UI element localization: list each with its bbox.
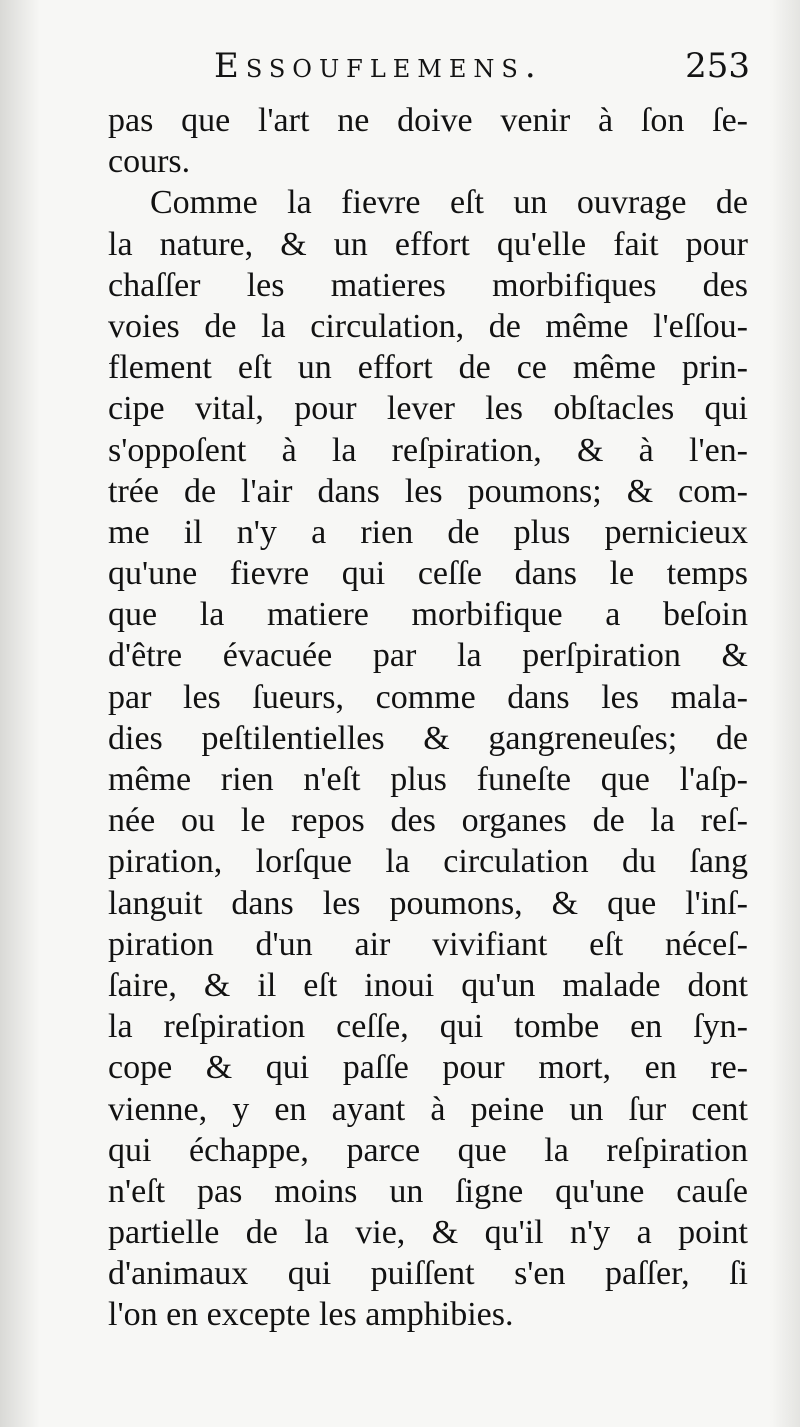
- page-header: [110, 42, 750, 98]
- text-line: ſaire, & il eſt inoui qu'un malade dont: [108, 966, 748, 1004]
- text-line: me il n'y a rien de plus pernicieux: [108, 513, 748, 551]
- text-line: par les ſueurs, comme dans les mala-: [108, 678, 748, 716]
- text-line: Comme la fievre eſt un ouvrage de: [150, 184, 748, 222]
- text-line: la reſpiration ceſſe, qui tombe en ſyn-: [108, 1008, 748, 1046]
- text-line: cope & qui paſſe pour mort, en re-: [108, 1049, 748, 1087]
- text-line: qu'une fievre qui ceſſe dans le temps: [108, 555, 748, 593]
- page-number: 253: [685, 46, 750, 86]
- text-line: dies peſtilentielles & gangreneuſes; de: [108, 719, 748, 757]
- text-line: pas que l'art ne doive venir à ſon ſe-: [108, 102, 748, 139]
- text-line: que la matiere morbifique a beſoin: [108, 596, 748, 634]
- text-line: chaſſer les matieres morbifiques des: [108, 266, 748, 304]
- text-line: l'on en excepte les amphibies.: [108, 1296, 514, 1334]
- text-line: n'eſt pas moins un ſigne qu'une cauſe: [108, 1172, 748, 1210]
- text-line: d'être évacuée par la perſpiration &: [108, 637, 748, 675]
- text-line: languit dans les poumons, & que l'inſ-: [108, 884, 748, 922]
- running-title: Essouflemens.: [214, 46, 543, 86]
- text-line: trée de l'air dans les poumons; & com-: [108, 472, 748, 510]
- body-text: [108, 100, 748, 1336]
- text-line: voies de la circulation, de même l'eſſou-: [108, 307, 748, 345]
- text-line: partielle de la vie, & qu'il n'y a point: [108, 1214, 748, 1252]
- text-line: cours.: [108, 143, 191, 181]
- text-line: piration d'un air vivifiant eſt néceſ-: [108, 925, 748, 963]
- text-line: même rien n'eſt plus funeſte que l'aſp-: [108, 761, 748, 798]
- text-line: qui échappe, parce que la reſpiration: [108, 1131, 748, 1169]
- text-line: née ou le repos des organes de la reſ-: [108, 802, 748, 840]
- text-line: piration, lorſque la circulation du ſang: [108, 843, 748, 881]
- text-line: s'oppoſent à la reſpiration, & à l'en-: [108, 431, 748, 469]
- text-line: cipe vital, pour lever les obſtacles qui: [108, 390, 748, 428]
- text-line: vienne, y en ayant à peine un ſur cent: [108, 1090, 748, 1128]
- text-line: la nature, & un effort qu'elle fait pour: [108, 225, 748, 263]
- text-line: d'animaux qui puiſſent s'en paſſer, ſi: [108, 1255, 748, 1293]
- text-line: flement eſt un effort de ce même prin-: [108, 349, 748, 387]
